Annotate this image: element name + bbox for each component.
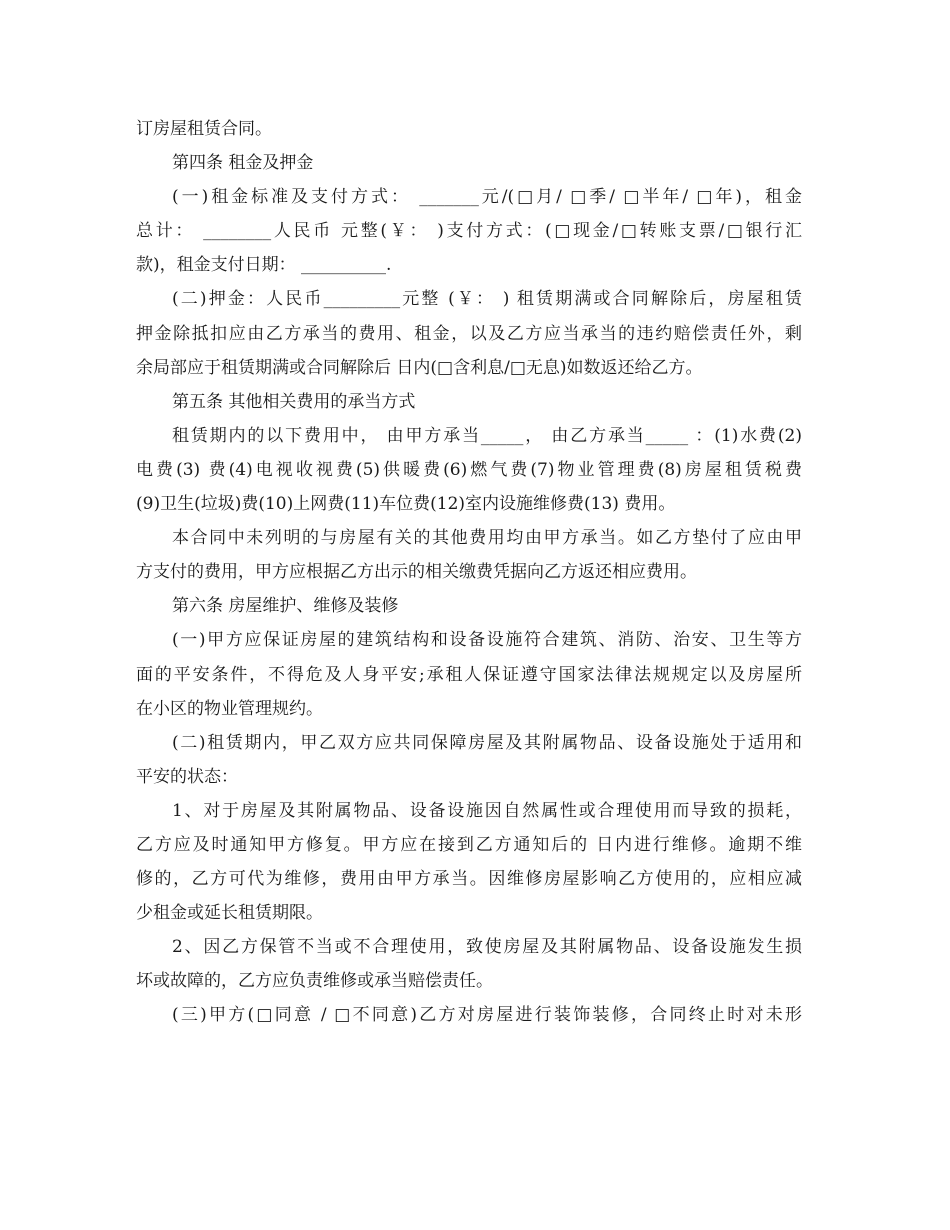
text-line: (二)押金：人民币_________元整 (￥： ) 租赁期满或合同解除后，房屋租赁 — [172, 289, 802, 310]
text-line: 本合同中未列明的与房屋有关的其他费用均由甲方承当。如乙方垫付了应由甲 — [172, 528, 802, 549]
text-line: 电费(3) 费(4)电视收视费(5)供暖费(6)燃气费(7)物业管理费(8)房屋租赁税费 — [136, 459, 802, 480]
text-line: 第五条 其他相关费用的承当方式 — [172, 391, 416, 412]
text-line: (一)甲方应保证房屋的建筑结构和设备设施符合建筑、消防、治安、卫生等方 — [172, 630, 802, 651]
text-line: (一)租金标准及支付方式： _______元/(□月/ □季/ □半年/ □年)，租金 — [172, 187, 802, 208]
contract-page — [136, 112, 802, 1033]
text-line: 方支付的费用，甲方应根据乙方出示的相关缴费凭据向乙方返还相应费用。 — [136, 562, 697, 583]
text-line: (三)甲方(□同意 / □不同意)乙方对房屋进行装饰装修，合同终止时对未形 — [172, 1005, 802, 1026]
text-line: 1、对于房屋及其附属物品、设备设施因自然属性或合理使用而导致的损耗， — [172, 800, 802, 821]
text-line: 订房屋租赁合同。 — [136, 119, 272, 139]
text-line: 余局部应于租赁期满或合同解除后 日内(□含利息/□无息)如数返还给乙方。 — [136, 357, 703, 378]
text-line: 第四条 租金及押金 — [172, 153, 314, 174]
text-line: 平安的状态： — [136, 766, 238, 787]
text-line: 面的平安条件，不得危及人身平安;承租人保证遵守国家法律法规规定以及房屋所 — [136, 664, 802, 685]
text-line: 少租金或延长租赁期限。 — [136, 903, 323, 924]
text-line: 在小区的物业管理规约。 — [136, 698, 323, 719]
text-line: 乙方应及时通知甲方修复。甲方应在接到乙方通知后的 日内进行维修。逾期不维 — [136, 834, 802, 855]
text-line: (9)卫生(垃圾)费(10)上网费(11)车位费(12)室内设施维修费(13) 费用。 — [136, 494, 676, 515]
text-line: (二)租赁期内，甲乙双方应共同保障房屋及其附属物品、设备设施处于适用和 — [172, 732, 802, 753]
text-line: 2、因乙方保管不当或不合理使用，致使房屋及其附属物品、设备设施发生损 — [172, 937, 802, 958]
text-line: 押金除抵扣应由乙方承当的费用、租金，以及乙方应当承当的违约赔偿责任外，剩 — [136, 323, 802, 344]
text-line: 款)，租金支付日期： __________. — [136, 255, 392, 276]
text-line: 租赁期内的以下费用中， 由甲方承当_____， 由乙方承当_____ ：(1)水费(2) — [172, 425, 802, 446]
text-line: 第六条 房屋维护、维修及装修 — [172, 596, 399, 617]
text-line: 总计： ________人民币 元整(￥： )支付方式：(□现金/□转账支票/□银行汇 — [136, 221, 802, 242]
text-line: 修的，乙方可代为维修，费用由甲方承当。因维修房屋影响乙方使用的，应相应减 — [136, 869, 802, 890]
text-line: 坏或故障的，乙方应负责维修或承当赔偿责任。 — [136, 971, 493, 992]
